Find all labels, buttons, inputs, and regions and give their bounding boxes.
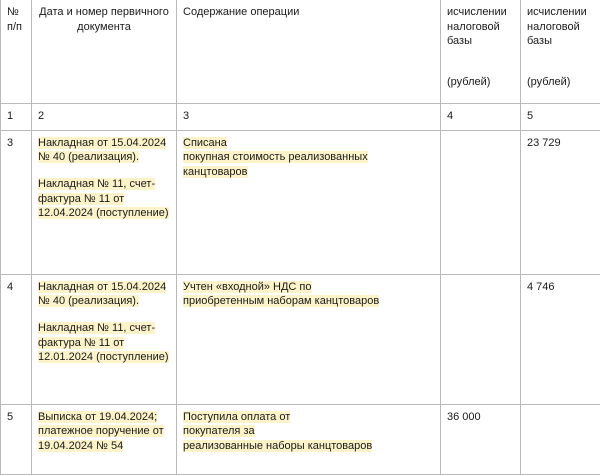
colnum-5: 5 bbox=[521, 104, 600, 131]
header-cell-operation bbox=[177, 0, 441, 104]
row-col5-value: 4 746 bbox=[521, 274, 600, 404]
header-number-line1: № bbox=[7, 5, 25, 20]
row-document bbox=[32, 130, 177, 274]
row-document-line: Накладная № 11, счет-фактура № 11 от 12.01.2024 (поступление) bbox=[38, 321, 170, 365]
row-operation-line: покупная стоимость реализованных канцтоваров bbox=[183, 150, 434, 179]
table-column-numbers-row bbox=[1, 104, 600, 131]
header-cell-document bbox=[32, 0, 177, 104]
row-number: 5 bbox=[1, 404, 32, 474]
row-col4-value bbox=[441, 274, 521, 404]
row-document-line: Накладная от 15.04.2024 № 40 (реализация). bbox=[38, 136, 170, 165]
row-number: 3 bbox=[1, 130, 32, 274]
row-operation bbox=[177, 404, 441, 474]
row-operation-line: приобретенным наборам канцтоваров bbox=[183, 294, 434, 309]
table-row bbox=[1, 130, 600, 274]
row-col4-value bbox=[441, 130, 521, 274]
header-number-line2: п/п bbox=[7, 20, 25, 35]
row-operation-line: покупателя за bbox=[183, 424, 434, 439]
table-row bbox=[1, 274, 600, 404]
row-operation-line: Учтен «входной» НДС по bbox=[183, 280, 434, 295]
row-operation-line: реализованные наборы канцтоваров bbox=[183, 439, 434, 454]
row-operation bbox=[177, 274, 441, 404]
row-operation-line: Списана bbox=[183, 136, 434, 151]
table-row bbox=[1, 404, 600, 474]
header-cell-col5 bbox=[521, 0, 600, 104]
row-document bbox=[32, 404, 177, 474]
colnum-2: 2 bbox=[32, 104, 177, 131]
row-col5-value: 23 729 bbox=[521, 130, 600, 274]
row-col4-value: 36 000 bbox=[441, 404, 521, 474]
header-document-label: Дата и номер первичного документа bbox=[38, 5, 170, 34]
row-document-line: Выписка от 19.04.2024; платежное поручение от 19.04.2024 № 54 bbox=[38, 410, 170, 454]
table-header-row bbox=[1, 0, 600, 104]
colnum-1: 1 bbox=[1, 104, 32, 131]
row-operation-line: Поступила оплата от bbox=[183, 410, 434, 425]
colnum-4: 4 bbox=[441, 104, 521, 131]
header-col5-units: (рублей) bbox=[527, 75, 594, 90]
row-document-line: Накладная от 15.04.2024 № 40 (реализация). bbox=[38, 280, 170, 309]
row-operation bbox=[177, 130, 441, 274]
header-operation-label: Содержание операции bbox=[183, 5, 434, 20]
header-col5-label: исчислении налоговой базы bbox=[527, 5, 594, 49]
row-number: 4 bbox=[1, 274, 32, 404]
header-cell-number bbox=[1, 0, 32, 104]
row-document-line: Накладная № 11, счет-фактура № 11 от 12.04.2024 (поступление) bbox=[38, 177, 170, 221]
header-col4-label: исчислении налоговой базы bbox=[447, 5, 514, 49]
header-cell-col4 bbox=[441, 0, 521, 104]
colnum-3: 3 bbox=[177, 104, 441, 131]
row-col5-value bbox=[521, 404, 600, 474]
header-col4-units: (рублей) bbox=[447, 75, 514, 90]
row-document bbox=[32, 274, 177, 404]
